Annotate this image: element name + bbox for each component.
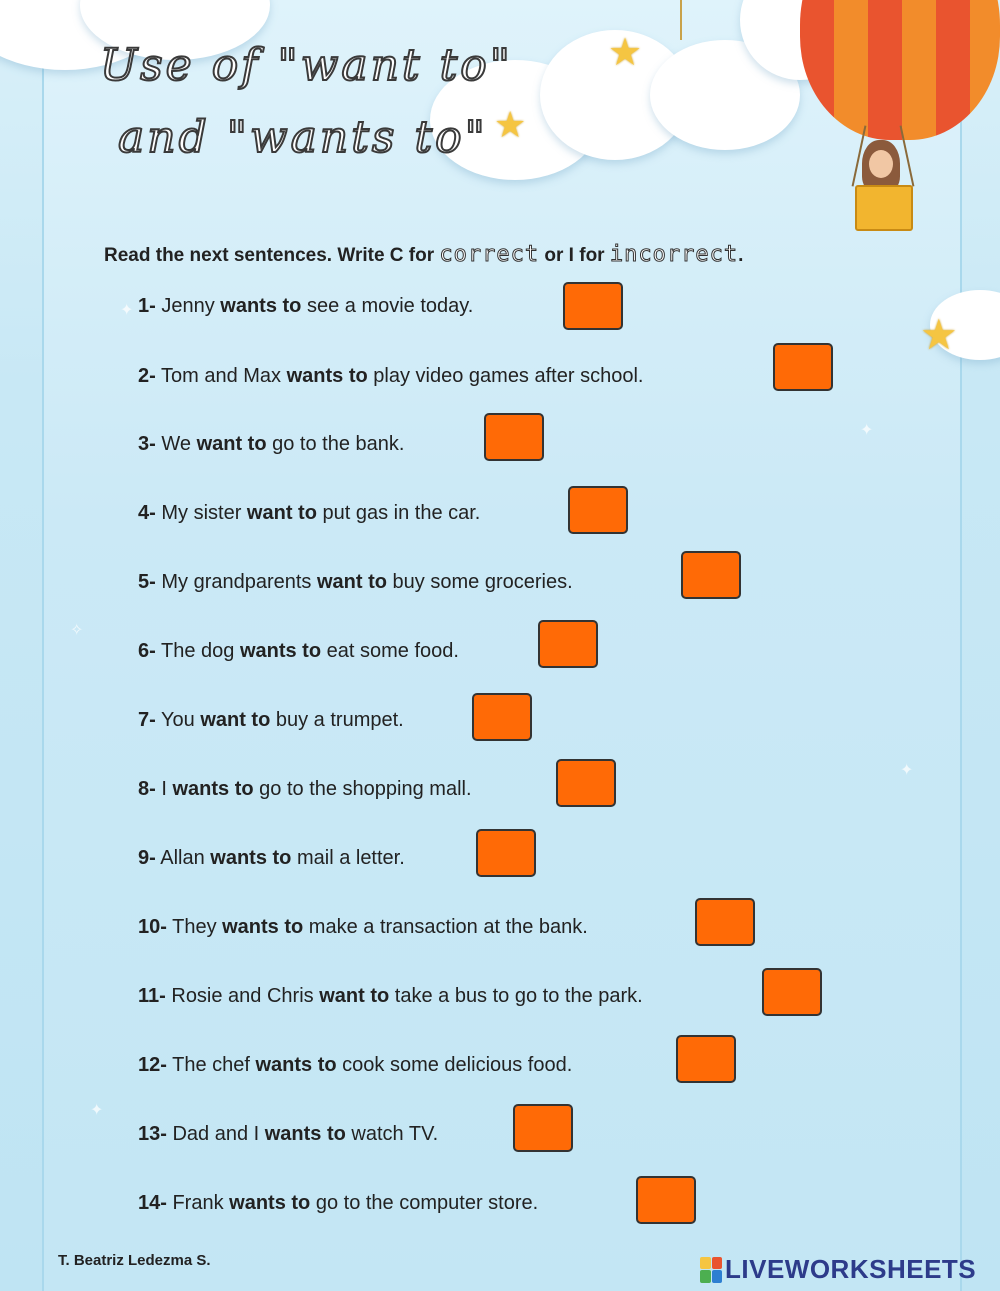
- item-number: 10-: [138, 916, 167, 938]
- hanging-string: [680, 0, 682, 40]
- item-text: go to the bank.: [266, 433, 405, 455]
- answer-box-1[interactable]: [563, 282, 623, 330]
- item-number: 11-: [138, 985, 166, 1007]
- answer-box-13[interactable]: [513, 1104, 573, 1152]
- sentence-item-1: [138, 295, 473, 318]
- item-number: 1-: [138, 295, 156, 317]
- item-number: 8-: [138, 778, 156, 800]
- instruction-text: [104, 242, 743, 267]
- item-verb: wants to: [255, 1054, 337, 1076]
- item-verb: wants to: [264, 1123, 346, 1145]
- item-verb: wants to: [210, 847, 292, 869]
- item-verb: want to: [319, 985, 390, 1007]
- answer-box-12[interactable]: [676, 1035, 736, 1083]
- item-text: Jenny: [155, 295, 221, 317]
- answer-box-9[interactable]: [476, 829, 536, 877]
- star-icon: ★: [494, 105, 527, 146]
- item-text: My sister: [155, 502, 247, 524]
- sparkle-icon: ✦: [120, 300, 134, 319]
- item-text: play video games after school.: [367, 365, 644, 387]
- item-verb: want to: [246, 502, 317, 524]
- item-number: 6-: [138, 640, 156, 662]
- instruction-correct-word: correct: [439, 242, 540, 267]
- instruction-prefix: Read the next sentences. Write C for: [104, 245, 435, 266]
- answer-box-7[interactable]: [472, 693, 532, 741]
- liveworksheets-logo-icon: [700, 1257, 722, 1283]
- item-text: go to the shopping mall.: [253, 778, 472, 800]
- item-text: mail a letter.: [291, 847, 405, 869]
- answer-box-4[interactable]: [568, 486, 628, 534]
- answer-box-10[interactable]: [695, 898, 755, 946]
- item-number: 2-: [138, 365, 156, 387]
- answer-box-8[interactable]: [556, 759, 616, 807]
- sentence-item-3: [138, 433, 404, 456]
- sentence-item-12: [138, 1054, 572, 1077]
- item-text: They: [166, 916, 223, 938]
- answer-box-11[interactable]: [762, 968, 822, 1016]
- answer-box-5[interactable]: [681, 551, 741, 599]
- sentence-item-14: [138, 1192, 538, 1215]
- sentence-item-7: [138, 709, 404, 732]
- brand-name: LIVEWORKSHEETS: [725, 1254, 977, 1284]
- item-verb: want to: [196, 433, 267, 455]
- balloon-basket-icon: [855, 185, 913, 231]
- item-text: The dog: [155, 640, 240, 662]
- item-number: 7-: [138, 709, 156, 731]
- item-text: Dad and I: [166, 1123, 265, 1145]
- liveworksheets-brand: [700, 1254, 976, 1285]
- answer-box-6[interactable]: [538, 620, 598, 668]
- worksheet-title-line2: and "wants to": [118, 112, 488, 163]
- item-text: watch TV.: [345, 1123, 439, 1145]
- item-text: cook some delicious food.: [336, 1054, 573, 1076]
- sparkle-icon: ✧: [70, 620, 84, 639]
- sentence-item-8: [138, 778, 472, 801]
- sentence-item-11: [138, 985, 643, 1008]
- item-verb: want to: [317, 571, 387, 593]
- item-text: Tom and Max: [155, 365, 287, 387]
- item-text: You: [155, 709, 201, 731]
- item-text: go to the computer store.: [310, 1192, 539, 1214]
- sentence-item-13: [138, 1123, 438, 1146]
- item-text: My grandparents: [155, 571, 317, 593]
- item-number: 4-: [138, 502, 156, 524]
- item-text: We: [155, 433, 197, 455]
- item-text: make a transaction at the bank.: [303, 916, 588, 938]
- author-credit: T. Beatriz Ledezma S.: [58, 1252, 211, 1269]
- instruction-middle: or I for: [544, 245, 605, 266]
- teacher-avatar-face: [869, 150, 893, 178]
- item-number: 12-: [138, 1054, 167, 1076]
- star-icon: ★: [608, 30, 643, 74]
- sentence-item-6: [138, 640, 459, 663]
- item-number: 14-: [138, 1192, 167, 1214]
- worksheet-title-line1: Use of "want to": [100, 40, 513, 91]
- item-text: eat some food.: [321, 640, 459, 662]
- sentence-item-5: [138, 571, 573, 594]
- item-text: Rosie and Chris: [165, 985, 320, 1007]
- item-text: I: [155, 778, 173, 800]
- sentence-item-2: [138, 365, 643, 388]
- item-verb: wants to: [286, 365, 368, 387]
- item-verb: wants to: [220, 295, 302, 317]
- sparkle-icon: ✦: [90, 1100, 104, 1119]
- answer-box-14[interactable]: [636, 1176, 696, 1224]
- item-verb: wants to: [222, 916, 304, 938]
- item-text: see a movie today.: [301, 295, 474, 317]
- sentence-item-10: [138, 916, 588, 939]
- item-verb: wants to: [229, 1192, 311, 1214]
- item-text: The chef: [166, 1054, 256, 1076]
- answer-box-2[interactable]: [773, 343, 833, 391]
- item-text: put gas in the car.: [316, 502, 481, 524]
- item-text: buy some groceries.: [387, 571, 573, 593]
- item-verb: wants to: [172, 778, 254, 800]
- item-number: 9-: [138, 847, 156, 869]
- sparkle-icon: ✦: [860, 420, 874, 439]
- sparkle-icon: ✦: [900, 760, 914, 779]
- item-number: 13-: [138, 1123, 167, 1145]
- item-text: Frank: [166, 1192, 230, 1214]
- item-number: 3-: [138, 433, 156, 455]
- instruction-suffix: .: [738, 245, 744, 266]
- star-icon: ★: [920, 310, 958, 359]
- instruction-incorrect-word: incorrect: [609, 242, 739, 267]
- item-text: buy a trumpet.: [270, 709, 404, 731]
- item-text: Allan: [155, 847, 211, 869]
- item-text: take a bus to go to the park.: [389, 985, 643, 1007]
- answer-box-3[interactable]: [484, 413, 544, 461]
- item-number: 5-: [138, 571, 156, 593]
- item-verb: want to: [200, 709, 271, 731]
- sentence-item-9: [138, 847, 405, 870]
- item-verb: wants to: [239, 640, 322, 662]
- sentence-item-4: [138, 502, 480, 525]
